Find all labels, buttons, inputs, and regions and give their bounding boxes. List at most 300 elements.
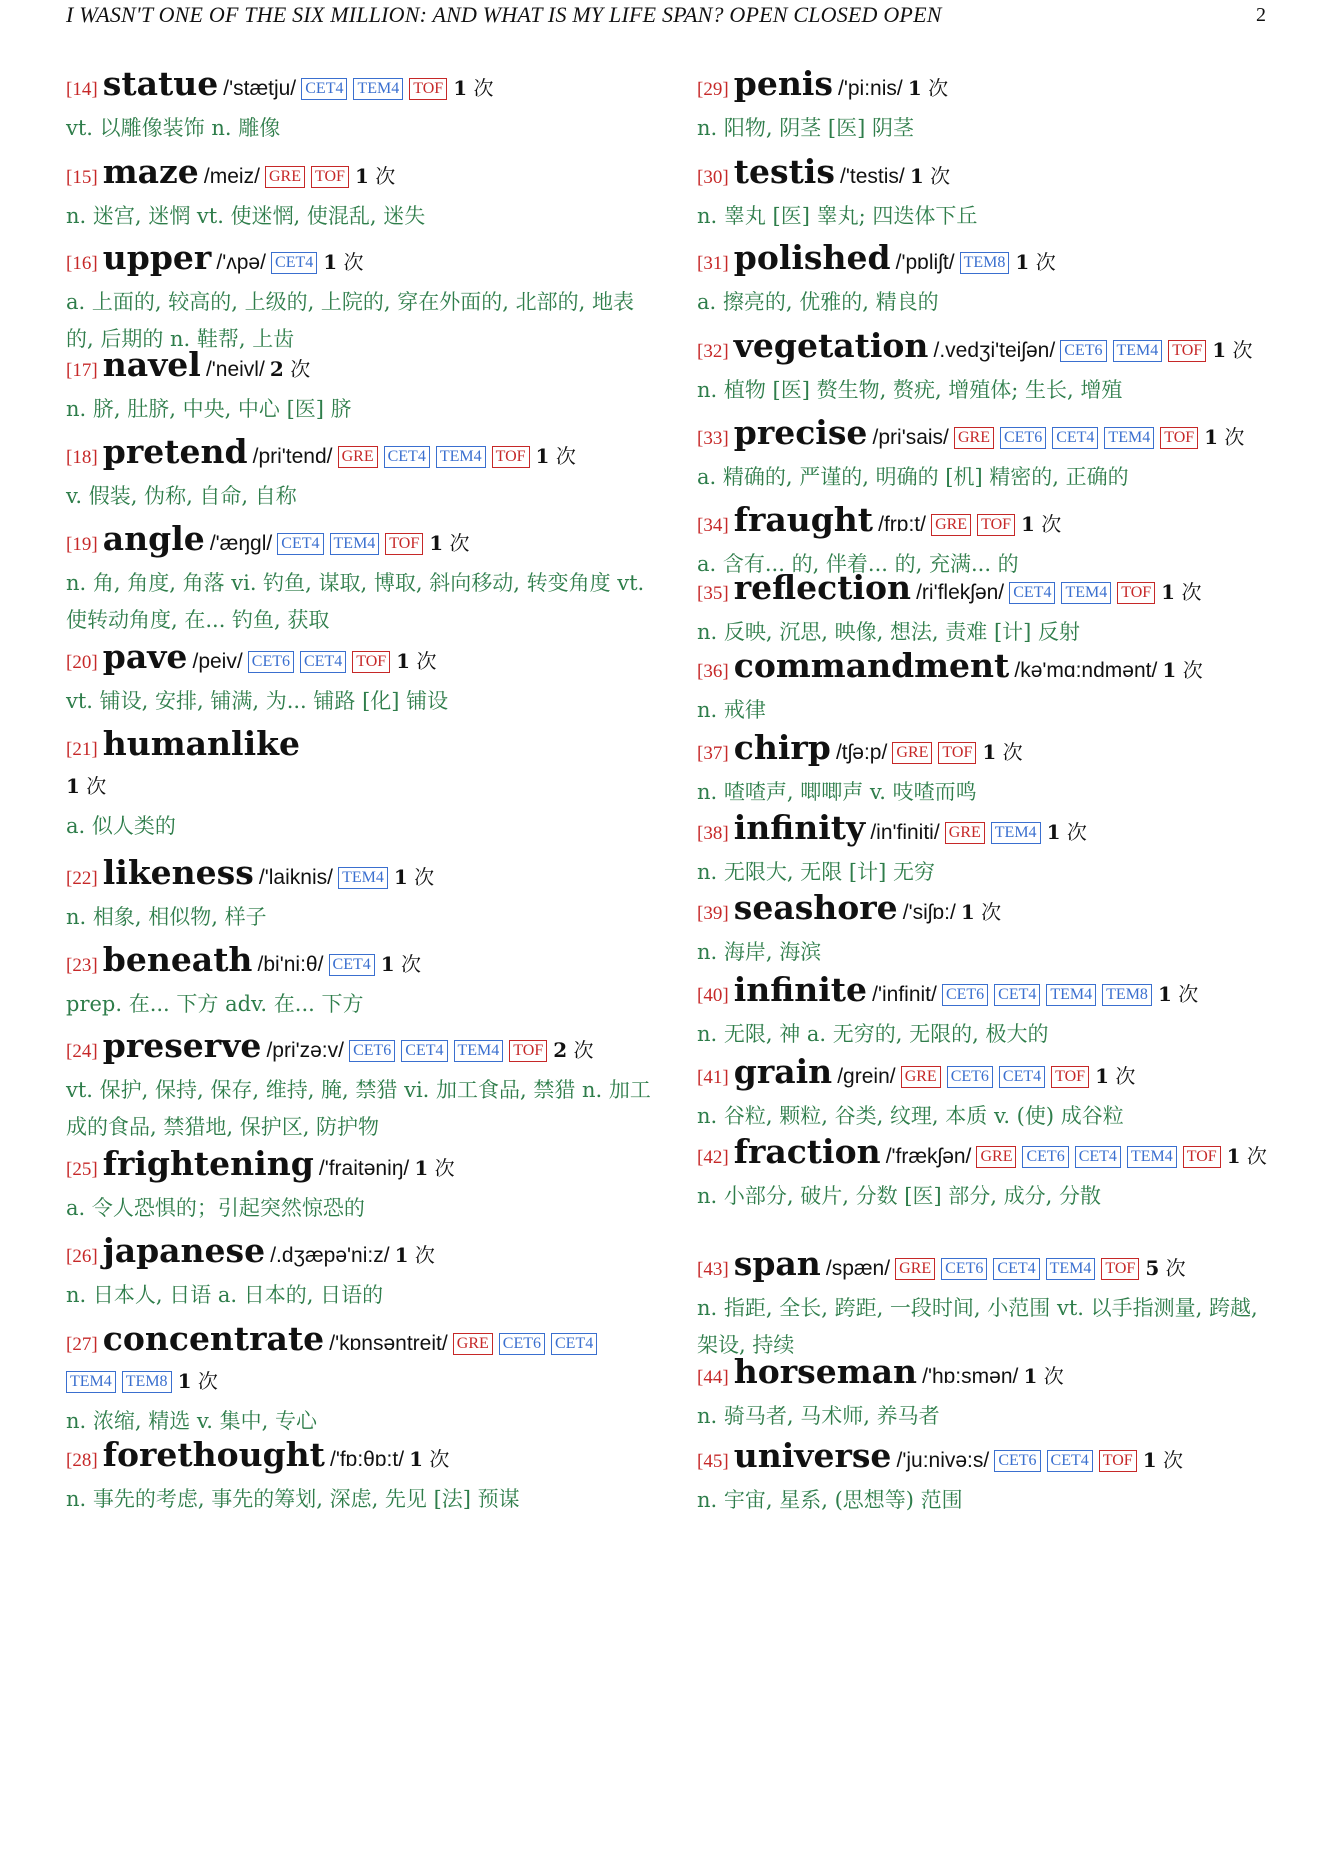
entry-phonetic: /grein/: [837, 1065, 896, 1088]
entry-index: [29]: [697, 79, 729, 100]
entry-word: pretend: [102, 432, 248, 471]
dictionary-entry: [66, 942, 656, 1023]
entry-word: pave: [102, 637, 188, 676]
entry-index: [30]: [697, 167, 729, 188]
entry-phonetic: /frɒ:t/: [878, 513, 926, 536]
entry-index: [34]: [697, 515, 729, 536]
count-number: 1: [960, 900, 975, 924]
exam-tag-tof: TOF: [1168, 340, 1206, 362]
occurrence-count: [381, 952, 421, 976]
entry-phonetic: /'neivl/: [205, 358, 265, 381]
entry-headline: [66, 521, 656, 563]
entry-index: [19]: [66, 534, 98, 555]
entry-headline: [66, 154, 656, 196]
occurrence-count: [982, 740, 1022, 764]
entry-word: angle: [102, 519, 205, 558]
occurrence-count: [1023, 1364, 1063, 1388]
entry-index: [27]: [66, 1334, 98, 1355]
entry-phonetic: /'laiknis/: [258, 866, 333, 889]
exam-tag-tem4: TEM4: [1104, 427, 1154, 449]
entry-phonetic: /bi'ni:θ/: [257, 953, 324, 976]
entry-phonetic: /'pɒliʃt/: [895, 251, 955, 274]
exam-tag-tof: TOF: [311, 166, 349, 188]
count-unit: 次: [555, 444, 576, 468]
dictionary-entry: [697, 154, 1277, 235]
entry-headline: [697, 328, 1277, 370]
entry-word: precise: [733, 413, 868, 452]
count-number: 1: [354, 164, 369, 188]
dictionary-entry: [66, 1321, 656, 1440]
count-unit: 次: [928, 76, 949, 100]
entry-phonetic: /'testis/: [840, 165, 905, 188]
count-unit: 次: [1035, 250, 1056, 274]
entry-index: [20]: [66, 652, 98, 673]
entry-word: concentrate: [102, 1319, 325, 1358]
exam-tag-gre: GRE: [338, 446, 378, 468]
entry-word: upper: [102, 238, 212, 277]
exam-tag-cet4: CET4: [999, 1066, 1045, 1088]
entry-phonetic: /spæn/: [825, 1257, 891, 1280]
occurrence-count: [1145, 1256, 1185, 1280]
exam-tag-tof: TOF: [1099, 1450, 1137, 1472]
exam-tag-cet4: CET4: [300, 651, 346, 673]
entry-definition: n. 小部分, 破片, 分数 [医] 部分, 成分, 分散: [697, 1184, 1102, 1208]
dictionary-entry: [66, 855, 656, 936]
exam-tag-tof: TOF: [1117, 582, 1155, 604]
count-number: 2: [269, 357, 284, 381]
entry-word: statue: [102, 64, 219, 103]
entry-headline: [66, 726, 656, 806]
dictionary-entry: [66, 1437, 656, 1518]
count-number: 1: [535, 444, 550, 468]
entry-phonetic: /pri'tend/: [252, 445, 333, 468]
count-number: 1: [1142, 1448, 1157, 1472]
entry-definition: n. 睾丸 [医] 睾丸; 四迭体下丘: [697, 204, 978, 228]
entry-headline: [697, 1054, 1277, 1096]
count-unit: 次: [449, 531, 470, 555]
occurrence-count: [355, 164, 395, 188]
exam-tag-cet4: CET4: [277, 533, 323, 555]
entry-phonetic: /.dʒæpə'ni:z/: [270, 1244, 390, 1267]
entry-headline: [697, 730, 1277, 772]
entry-index: [36]: [697, 661, 729, 682]
entry-headline: [697, 1354, 1277, 1396]
entry-definition: n. 骑马者, 马术师, 养马者: [697, 1404, 940, 1428]
exam-tag-tof: TOF: [409, 78, 447, 100]
count-number: 1: [1023, 1364, 1038, 1388]
entry-definition: a. 令人恐惧的；引起突然惊恐的: [66, 1196, 365, 1220]
occurrence-count: [910, 164, 950, 188]
entry-phonetic: /'fraitəniŋ/: [318, 1157, 410, 1180]
entry-index: [24]: [66, 1041, 98, 1062]
entry-definition: vt. 铺设, 安排, 铺满, 为... 铺路 [化] 铺设: [66, 689, 449, 713]
occurrence-count: [429, 531, 469, 555]
count-unit: 次: [414, 1243, 435, 1267]
dictionary-entry: [697, 240, 1277, 321]
count-unit: 次: [290, 357, 311, 381]
count-unit: 次: [1162, 1448, 1183, 1472]
entry-word: reflection: [733, 568, 911, 607]
entry-word: navel: [102, 345, 201, 384]
count-unit: 次: [434, 1156, 455, 1180]
count-number: 1: [429, 531, 444, 555]
count-number: 1: [907, 76, 922, 100]
dictionary-entry: [697, 66, 1277, 147]
entry-index: [40]: [697, 985, 729, 1006]
entry-definition: n. 事先的考虑, 事先的筹划, 深虑, 先见 [法] 预谋: [66, 1487, 520, 1511]
exam-tag-cet6: CET6: [1060, 340, 1106, 362]
dictionary-entry: [66, 154, 656, 235]
entry-definition: n. 迷宫, 迷惘 vt. 使迷惘, 使混乱, 迷失: [66, 204, 426, 228]
entry-phonetic: /'infinit/: [872, 983, 937, 1006]
exam-tag-tem4: TEM4: [991, 822, 1041, 844]
entry-word: span: [733, 1244, 821, 1283]
exam-tag-tem4: TEM4: [353, 78, 403, 100]
count-number: 1: [393, 865, 408, 889]
count-number: 1: [414, 1156, 429, 1180]
entry-phonetic: /'frækʃən/: [885, 1145, 972, 1168]
entry-definition: n. 谷粒, 颗粒, 谷类, 纹理, 本质 v. (使) 成谷粒: [697, 1104, 1124, 1128]
entry-index: [18]: [66, 447, 98, 468]
count-number: 1: [409, 1447, 424, 1471]
entry-index: [14]: [66, 79, 98, 100]
entry-headline: [697, 154, 1277, 196]
entry-word: horseman: [733, 1352, 918, 1391]
entry-phonetic: /'stætju/: [223, 77, 297, 100]
entry-definition: vt. 以雕像装饰 n. 雕像: [66, 116, 281, 140]
entry-headline: [66, 1321, 656, 1401]
dictionary-entry: [66, 1146, 656, 1227]
entry-phonetic: /'siʃɒ:/: [902, 901, 956, 924]
count-unit: 次: [86, 774, 107, 798]
occurrence-count: [1204, 425, 1244, 449]
count-number: 1: [1095, 1064, 1109, 1088]
entry-headline: [66, 1146, 656, 1188]
entry-word: infinity: [733, 808, 866, 847]
exam-tag-cet6: CET6: [942, 984, 988, 1006]
exam-tag-cet4: CET4: [993, 1258, 1039, 1280]
entry-word: fraught: [733, 500, 874, 539]
entry-index: [31]: [697, 253, 729, 274]
count-unit: 次: [473, 76, 494, 100]
entry-headline: [66, 1233, 656, 1275]
entry-definition: a. 似人类的: [66, 814, 176, 838]
entry-word: commandment: [733, 646, 1010, 685]
dictionary-entry: [697, 810, 1277, 891]
count-unit: 次: [981, 900, 1002, 924]
entry-headline: [66, 942, 656, 984]
occurrence-count: [1015, 250, 1055, 274]
exam-tag-tem4: TEM4: [454, 1040, 504, 1062]
entry-word: frightening: [102, 1144, 314, 1183]
entry-headline: [66, 66, 656, 108]
entry-index: [32]: [697, 341, 729, 362]
dictionary-entry: [66, 1028, 656, 1146]
count-number: 1: [982, 740, 997, 764]
count-number: 1: [1212, 338, 1227, 362]
exam-tag-tof: TOF: [1101, 1258, 1139, 1280]
occurrence-count: [270, 357, 310, 381]
entry-index: [41]: [697, 1067, 729, 1088]
count-unit: 次: [573, 1038, 594, 1062]
dictionary-entry: [66, 66, 656, 147]
exam-tag-gre: GRE: [945, 822, 985, 844]
entry-definition: n. 角, 角度, 角落 vi. 钓鱼, 谋取, 博取, 斜向移动, 转变角度 vt. 使转动角度, 在... 钓鱼, 获取: [66, 571, 645, 632]
entry-headline: [697, 1246, 1277, 1288]
occurrence-count: [1095, 1064, 1135, 1088]
exam-tag-tof: TOF: [1051, 1066, 1089, 1088]
exam-tag-cet4: CET4: [1009, 582, 1055, 604]
entry-headline: [697, 1134, 1277, 1176]
exam-tag-gre: GRE: [265, 166, 305, 188]
exam-tag-tof: TOF: [938, 742, 976, 764]
occurrence-count: [1047, 820, 1087, 844]
entry-word: seashore: [733, 888, 898, 927]
exam-tag-tof: TOF: [1183, 1146, 1221, 1168]
exam-tag-tof: TOF: [492, 446, 530, 468]
entry-headline: [697, 66, 1277, 108]
exam-tag-tem4: TEM4: [330, 533, 380, 555]
entry-definition: vt. 保护, 保持, 保存, 维持, 腌, 禁猎 vi. 加工食品, 禁猎 n. 加工成的食品, 禁猎地, 保护区, 防护物: [66, 1078, 651, 1139]
count-unit: 次: [1066, 820, 1087, 844]
entry-word: preserve: [102, 1026, 262, 1065]
count-unit: 次: [1165, 1256, 1186, 1280]
count-unit: 次: [197, 1369, 218, 1393]
exam-tag-tem8: TEM8: [960, 252, 1010, 274]
exam-tag-gre: GRE: [931, 514, 971, 536]
occurrence-count: [536, 444, 576, 468]
count-unit: 次: [429, 1447, 450, 1471]
entry-phonetic: /'kɒnsəntreit/: [329, 1332, 448, 1355]
entry-headline: [697, 415, 1277, 457]
exam-tag-tem4: TEM4: [1113, 340, 1163, 362]
entry-definition: n. 植物 [医] 赘生物, 赘疣, 增殖体; 生长, 增殖: [697, 378, 1123, 402]
entry-headline: [697, 570, 1277, 612]
exam-tag-cet4: CET4: [329, 954, 375, 976]
occurrence-count: [395, 1243, 435, 1267]
entry-word: testis: [733, 152, 835, 191]
entry-word: infinite: [733, 970, 868, 1009]
entry-definition: n. 无限大, 无限 [计] 无穷: [697, 860, 935, 884]
occurrence-count: [178, 1369, 218, 1393]
entry-definition: n. 喳喳声, 唧唧声 v. 吱喳而鸣: [697, 780, 977, 804]
entry-headline: [66, 639, 656, 681]
exam-tag-tem4: TEM4: [66, 1371, 116, 1393]
occurrence-count: [1158, 982, 1198, 1006]
dictionary-entry: [697, 730, 1277, 811]
entry-phonetic: /in'finiti/: [870, 821, 940, 844]
entry-index: [45]: [697, 1451, 729, 1472]
entry-headline: [697, 240, 1277, 282]
count-number: 1: [177, 1369, 192, 1393]
entry-index: [39]: [697, 903, 729, 924]
entry-definition: v. 假装, 伪称, 自命, 自称: [66, 484, 297, 508]
entry-definition: n. 戒律: [697, 698, 766, 722]
entry-word: maze: [102, 152, 199, 191]
dictionary-entry: [66, 347, 656, 428]
dictionary-entry: [697, 328, 1277, 409]
exam-tag-gre: GRE: [901, 1066, 941, 1088]
exam-tag-tof: TOF: [509, 1040, 547, 1062]
entry-definition: prep. 在... 下方 adv. 在... 下方: [66, 992, 364, 1016]
entry-word: universe: [733, 1436, 892, 1475]
exam-tag-gre: GRE: [954, 427, 994, 449]
entry-phonetic: /ri'flekʃən/: [916, 581, 1005, 604]
page-header: [66, 0, 1266, 30]
occurrence-count: [1227, 1144, 1267, 1168]
entry-definition: n. 海岸, 海滨: [697, 940, 822, 964]
count-number: 1: [1015, 250, 1030, 274]
entry-headline: [66, 240, 656, 282]
count-number: 1: [66, 774, 80, 798]
occurrence-count: [409, 1447, 449, 1471]
count-unit: 次: [414, 865, 435, 889]
entry-index: [15]: [66, 167, 98, 188]
dictionary-entry: [66, 639, 656, 720]
entry-word: fraction: [733, 1132, 881, 1171]
entry-phonetic: /peiv/: [192, 650, 243, 673]
count-unit: 次: [1181, 580, 1202, 604]
entry-index: [16]: [66, 253, 98, 274]
entry-phonetic: /kə'mɑ:ndmənt/: [1014, 659, 1158, 682]
dictionary-entry: [697, 570, 1277, 651]
dictionary-entry: [66, 521, 656, 639]
count-unit: 次: [930, 164, 951, 188]
entry-index: [38]: [697, 823, 729, 844]
entry-definition: a. 含有... 的, 伴着... 的, 充满... 的: [697, 552, 1019, 576]
entry-headline: [697, 648, 1277, 690]
count-number: 1: [1157, 982, 1172, 1006]
count-number: 2: [553, 1038, 568, 1062]
entry-word: chirp: [733, 728, 831, 767]
occurrence-count: [394, 865, 434, 889]
count-unit: 次: [401, 952, 422, 976]
entry-phonetic: /pri'zə:v/: [266, 1039, 344, 1062]
count-unit: 次: [416, 649, 437, 673]
occurrence-count: [396, 649, 436, 673]
exam-tag-gre: GRE: [895, 1258, 935, 1280]
occurrence-count: [1161, 580, 1201, 604]
dictionary-entry: [697, 972, 1277, 1053]
exam-tag-tem8: TEM8: [122, 1371, 172, 1393]
exam-tag-cet4: CET4: [994, 984, 1040, 1006]
exam-tag-cet4: CET4: [1047, 1450, 1093, 1472]
entry-index: [44]: [697, 1367, 729, 1388]
count-number: 1: [323, 250, 338, 274]
entry-headline: [66, 347, 656, 389]
dictionary-entry: [697, 1246, 1277, 1364]
count-number: 5: [1145, 1256, 1160, 1280]
count-number: 1: [1162, 658, 1177, 682]
entry-phonetic: /.vedʒi'teiʃən/: [933, 339, 1056, 362]
entry-headline: [697, 502, 1277, 544]
exam-tag-cet4: CET4: [271, 252, 317, 274]
entry-phonetic: /'ju:nivə:s/: [896, 1449, 990, 1472]
entry-definition: a. 上面的, 较高的, 上级的, 上院的, 穿在外面的, 北部的, 地表的, 后期的 n. 鞋帮, 上齿: [66, 290, 634, 351]
entry-index: [22]: [66, 868, 98, 889]
occurrence-count: [553, 1038, 593, 1062]
entry-definition: n. 指距, 全长, 跨距, 一段时间, 小范围 vt. 以手指测量, 跨越, 架设, 持续: [697, 1296, 1258, 1357]
entry-headline: [66, 855, 656, 897]
exam-tag-cet6: CET6: [947, 1066, 993, 1088]
entry-definition: n. 相象, 相似物, 样子: [66, 905, 267, 929]
exam-tag-tem4: TEM4: [1046, 1258, 1096, 1280]
occurrence-count: [1212, 338, 1252, 362]
count-unit: 次: [1178, 982, 1199, 1006]
exam-tag-tem8: TEM8: [1102, 984, 1152, 1006]
occurrence-count: [414, 1156, 454, 1180]
entry-index: [33]: [697, 428, 729, 449]
dictionary-entry: [66, 726, 656, 845]
exam-tag-cet6: CET6: [349, 1040, 395, 1062]
entry-word: vegetation: [733, 326, 929, 365]
count-number: 1: [1046, 820, 1061, 844]
entry-index: [25]: [66, 1159, 98, 1180]
entry-definition: n. 浓缩, 精选 v. 集中, 专心: [66, 1409, 317, 1433]
dictionary-entry: [697, 1054, 1277, 1135]
exam-tag-cet4: CET4: [1075, 1146, 1121, 1168]
entry-word: penis: [733, 64, 833, 103]
count-number: 1: [380, 952, 395, 976]
entry-definition: n. 阳物, 阴茎 [医] 阴茎: [697, 116, 914, 140]
entry-word: beneath: [102, 940, 253, 979]
dictionary-entry: [697, 1438, 1277, 1519]
count-unit: 次: [1182, 658, 1203, 682]
dictionary-entry: [66, 1233, 656, 1314]
exam-tag-tof: TOF: [977, 514, 1015, 536]
count-number: 1: [396, 649, 411, 673]
exam-tag-cet6: CET6: [499, 1333, 545, 1355]
exam-tag-cet4: CET4: [384, 446, 430, 468]
exam-tag-cet6: CET6: [1000, 427, 1046, 449]
entry-word: humanlike: [102, 724, 300, 763]
page-number: 2: [1256, 4, 1266, 26]
exam-tag-tof: TOF: [352, 651, 390, 673]
entry-index: [37]: [697, 743, 729, 764]
entry-word: grain: [733, 1052, 833, 1091]
count-number: 1: [394, 1243, 409, 1267]
entry-definition: n. 无限, 神 a. 无穷的, 无限的, 极大的: [697, 1022, 1049, 1046]
dictionary-entry: [697, 1134, 1277, 1215]
occurrence-count: [323, 250, 363, 274]
entry-word: polished: [733, 238, 891, 277]
entry-index: [35]: [697, 583, 729, 604]
dictionary-entry: [697, 1354, 1277, 1435]
entry-index: [42]: [697, 1147, 729, 1168]
entry-headline: [697, 810, 1277, 852]
entry-headline: [66, 434, 656, 476]
count-unit: 次: [1115, 1064, 1136, 1088]
occurrence-count: [1162, 658, 1202, 682]
entry-phonetic: /tʃə:p/: [835, 741, 888, 764]
count-unit: 次: [343, 250, 364, 274]
exam-tag-tem4: TEM4: [436, 446, 486, 468]
exam-tag-cet6: CET6: [1022, 1146, 1068, 1168]
count-number: 1: [909, 164, 924, 188]
count-unit: 次: [1041, 512, 1062, 536]
dictionary-entry: [66, 240, 656, 358]
occurrence-count: [1021, 512, 1061, 536]
entry-index: [17]: [66, 360, 98, 381]
count-number: 1: [1161, 580, 1176, 604]
entry-headline: [66, 1437, 656, 1479]
count-unit: 次: [1224, 425, 1245, 449]
entry-headline: [66, 1028, 656, 1070]
exam-tag-tof: TOF: [1160, 427, 1198, 449]
dictionary-entry: [66, 434, 656, 515]
exam-tag-cet4: CET4: [301, 78, 347, 100]
occurrence-count: [961, 900, 1001, 924]
